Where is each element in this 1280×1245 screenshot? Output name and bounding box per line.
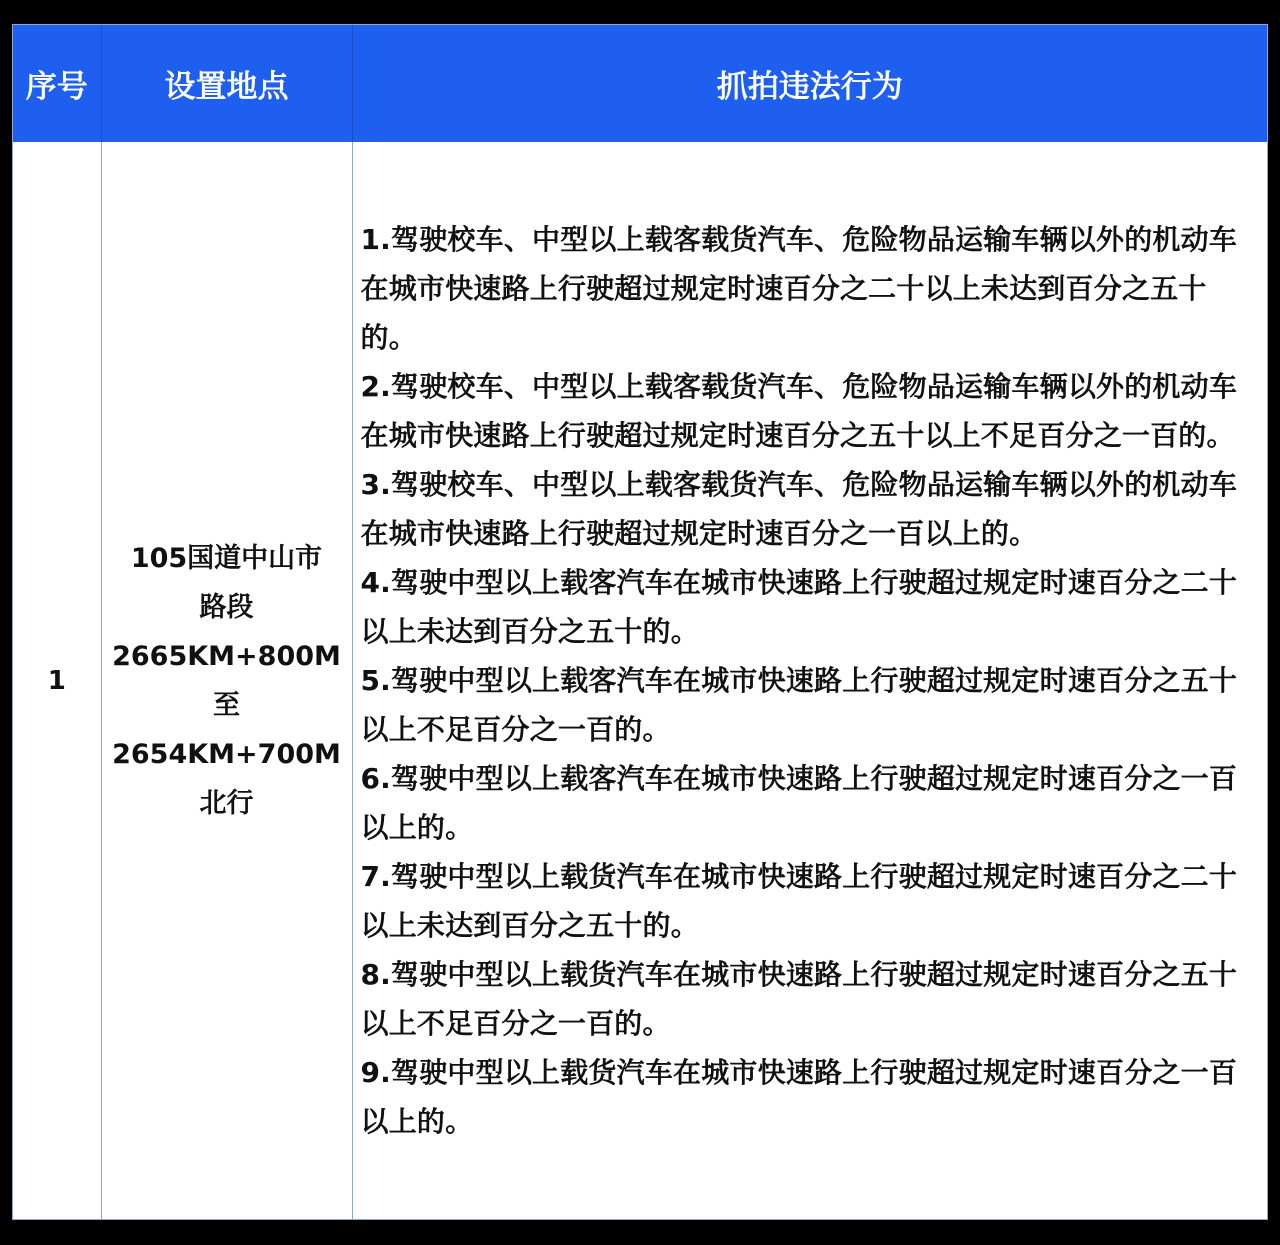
row-index: 1 xyxy=(13,142,101,1219)
location-line: 路段 xyxy=(199,591,254,623)
behavior-item: 9.驾驶中型以上载货汽车在城市快速路上行驶超过规定时速百分之一百以上的。 xyxy=(360,1056,1238,1138)
table-body xyxy=(13,142,1267,1219)
behavior-item: 1.驾驶校车、中型以上载客载货汽车、危险物品运输车辆以外的机动车在城市快速路上行驶超过规定时速百分之二十以上未达到百分之五十的。 xyxy=(360,223,1238,354)
behavior-item: 7.驾驶中型以上载货汽车在城市快速路上行驶超过规定时速百分之二十以上未达到百分之五十的。 xyxy=(360,860,1238,942)
location-line: 2665KM+800M xyxy=(112,640,341,672)
behavior-item: 8.驾驶中型以上载货汽车在城市快速路上行驶超过规定时速百分之五十以上不足百分之一百的。 xyxy=(360,958,1238,1040)
header-location: 设置地点 xyxy=(101,25,352,142)
header-behavior: 抓拍违法行为 xyxy=(352,25,1267,142)
behavior-item: 2.驾驶校车、中型以上载客载货汽车、危险物品运输车辆以外的机动车在城市快速路上行驶超过规定时速百分之五十以上不足百分之一百的。 xyxy=(360,370,1238,452)
table-header xyxy=(13,25,1267,142)
row-behaviors xyxy=(352,142,1267,1219)
row-location xyxy=(101,142,352,1219)
location-line: 至 xyxy=(213,689,240,721)
table-frame xyxy=(12,24,1268,1220)
behavior-item: 3.驾驶校车、中型以上载客载货汽车、危险物品运输车辆以外的机动车在城市快速路上行驶超过规定时速百分之一百以上的。 xyxy=(360,468,1238,550)
location-line: 2654KM+700M xyxy=(112,738,341,770)
location-line: 105国道中山市 xyxy=(130,542,323,574)
location-line: 北行 xyxy=(199,787,254,819)
table-row xyxy=(13,142,1267,1219)
header-row xyxy=(13,25,1267,142)
behavior-item: 6.驾驶中型以上载客汽车在城市快速路上行驶超过规定时速百分之一百以上的。 xyxy=(360,762,1238,844)
header-index: 序号 xyxy=(13,25,101,142)
behavior-item: 5.驾驶中型以上载客汽车在城市快速路上行驶超过规定时速百分之五十以上不足百分之一百的。 xyxy=(360,664,1238,746)
violation-table xyxy=(13,25,1267,1219)
behavior-item: 4.驾驶中型以上载客汽车在城市快速路上行驶超过规定时速百分之二十以上未达到百分之五十的。 xyxy=(360,566,1238,648)
